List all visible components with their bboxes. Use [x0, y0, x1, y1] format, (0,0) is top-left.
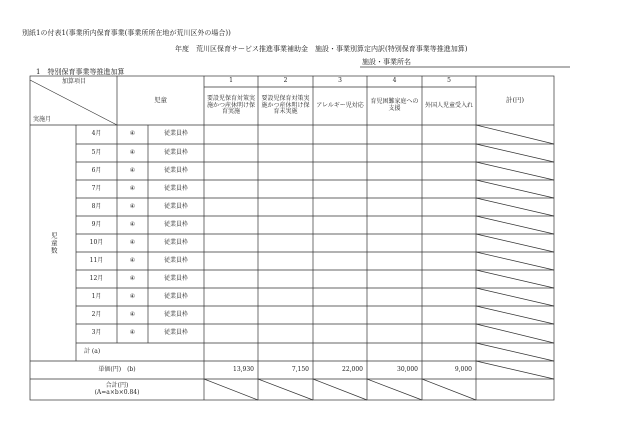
row-group-label: 児童数 — [49, 231, 58, 255]
circle-mark: ④ — [129, 310, 136, 318]
month-label: 4月 — [91, 130, 102, 138]
month-label: 9月 — [91, 220, 102, 228]
column-header-4: 育児困難家庭への支援 — [370, 98, 419, 112]
circle-mark: ④ — [129, 292, 136, 300]
column-number-5: 5 — [447, 77, 451, 85]
staff-label: 従業員枠 — [163, 148, 188, 156]
staff-label: 従業員枠 — [163, 166, 188, 174]
unit-price-4: 30,000 — [397, 365, 418, 373]
circle-mark: ④ — [129, 274, 136, 282]
column-number-4: 4 — [392, 77, 397, 85]
month-label: 6月 — [91, 166, 102, 174]
circle-mark: ④ — [129, 220, 136, 228]
column-header-3: アレルギー児対応 — [316, 101, 364, 109]
month-label: 11月 — [89, 256, 104, 264]
corner-bottom-label: 実施月 — [33, 116, 52, 123]
section-title: 1 特別保育事業等推進加算 — [36, 68, 125, 76]
month-label: 5月 — [91, 148, 102, 156]
staff-label: 従業員枠 — [163, 130, 188, 138]
circle-mark: ④ — [129, 238, 136, 246]
staff-label: 従業員枠 — [163, 238, 188, 246]
staff-label: 従業員枠 — [163, 202, 188, 210]
month-label: 1月 — [91, 292, 102, 300]
month-label: 8月 — [91, 202, 102, 210]
column-header-2: 要設児保育対策実施かつ産休明け保育未実施 — [261, 94, 310, 116]
total-header: 計(円) — [505, 95, 525, 104]
month-label: 2月 — [91, 310, 102, 318]
child-header: 児童 — [154, 95, 167, 104]
unit-price-1: 13,930 — [233, 365, 254, 373]
column-number-2: 2 — [283, 77, 288, 85]
circle-mark: ④ — [129, 256, 136, 264]
unit-price-3: 22,000 — [342, 365, 363, 373]
column-header-1: 要設児保育対策実施かつ産休明け保育実施 — [206, 94, 255, 116]
staff-label: 従業員枠 — [163, 310, 188, 318]
circle-mark: ④ — [129, 148, 136, 156]
unit-price-label: 単価(円) (b) — [98, 365, 136, 373]
sum-row-label: 計 (a) — [84, 348, 101, 355]
grand-total-label: 合計(円) — [105, 381, 129, 389]
month-label: 7月 — [91, 184, 102, 192]
month-label: 3月 — [91, 329, 102, 337]
column-header-5: 外国人児童受入れ — [424, 101, 473, 109]
staff-label: 従業員枠 — [163, 329, 188, 337]
month-label: 12月 — [89, 274, 104, 282]
column-number-1: 1 — [229, 77, 233, 85]
staff-label: 従業員枠 — [163, 274, 188, 282]
staff-label: 従業員枠 — [163, 292, 188, 300]
staff-label: 従業員枠 — [163, 220, 188, 228]
grand-total-formula: (A=a×b×0.84) — [94, 388, 140, 396]
main-title: 年度 荒川区保育サービス推進事業補助金 施設・事業別算定内訳(特別保育事業等推進加算) — [175, 45, 468, 53]
circle-mark: ④ — [129, 184, 136, 192]
facility-label: 施設・事業所名 — [362, 58, 411, 66]
staff-label: 従業員枠 — [163, 256, 188, 264]
circle-mark: ④ — [129, 130, 136, 138]
unit-price-2: 7,150 — [291, 365, 309, 373]
unit-price-5: 9,000 — [454, 365, 472, 373]
staff-label: 従業員枠 — [163, 184, 188, 192]
month-label: 10月 — [89, 238, 104, 246]
circle-mark: ④ — [129, 166, 136, 174]
grand-total-label-cell — [30, 379, 204, 400]
corner-top-label: 加算項目 — [62, 78, 87, 85]
annex-title: 別紙1の付表1(事業所内保育事業(事業所所在地が荒川区外の場合)) — [22, 29, 231, 37]
column-number-3: 3 — [338, 77, 342, 85]
circle-mark: ④ — [129, 329, 136, 337]
circle-mark: ④ — [129, 202, 136, 210]
